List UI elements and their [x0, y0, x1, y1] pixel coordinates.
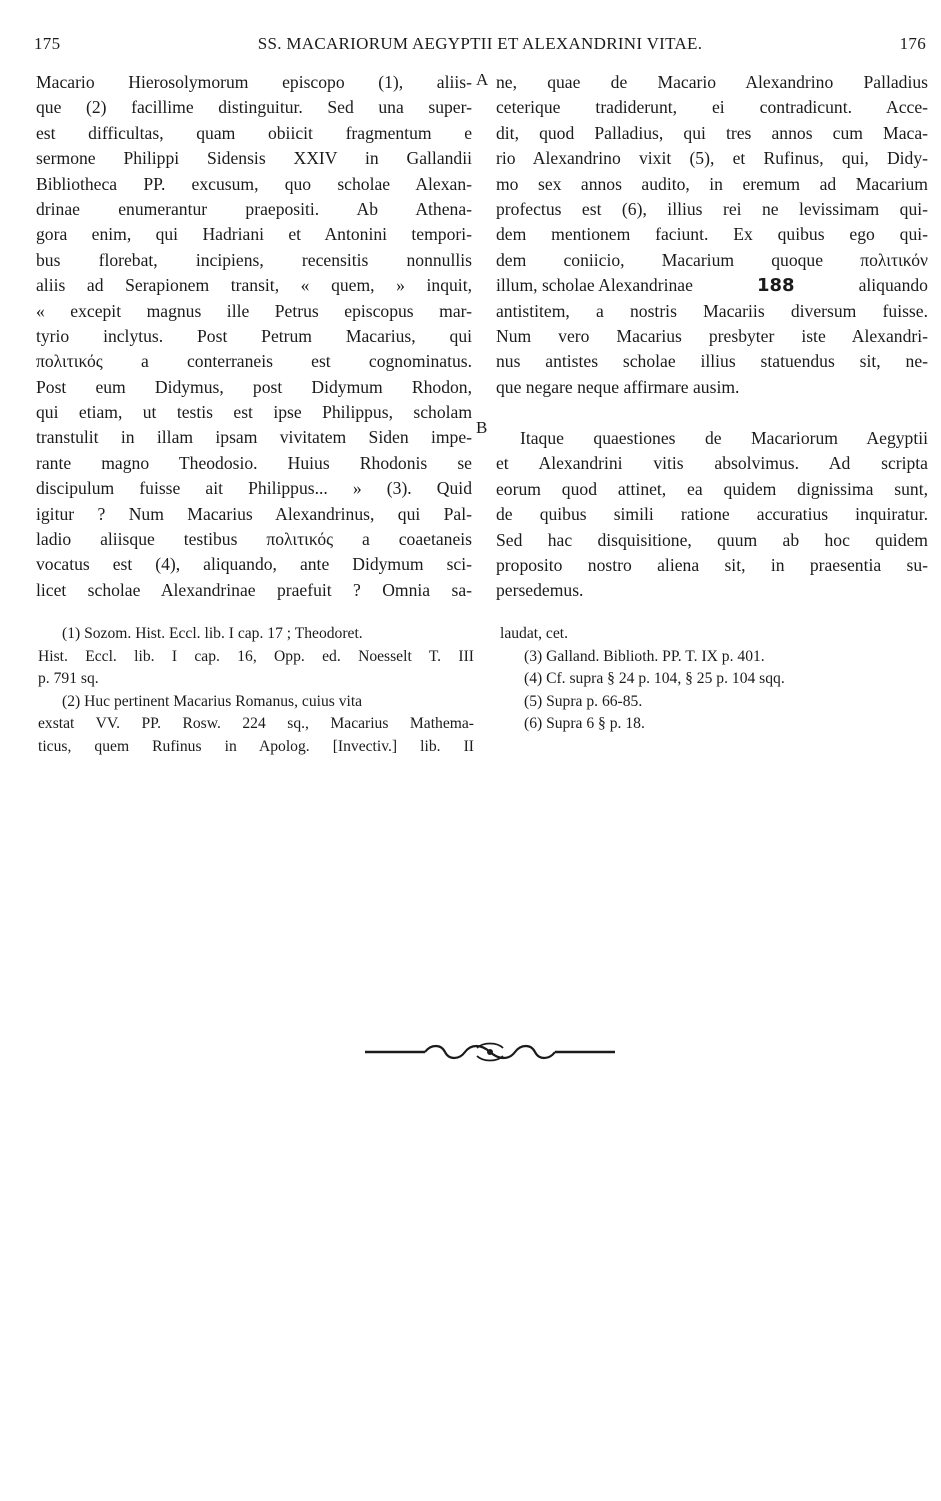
footnote-line: ticus, quem Rufinus in Apolog. [Invectiv.] lib. II: [38, 737, 474, 755]
text-line: igitur ? Num Macarius Alexandrinus, qui Pal-: [36, 503, 472, 524]
footnote-line: (2) Huc pertinent Macarius Romanus, cuius vita: [62, 692, 363, 710]
text-line: rio Alexandrino vixit (5), et Rufinus, qui, Didy-: [496, 148, 928, 169]
text-line: aliis ad Serapionem transit, « quem, » inquit,: [36, 275, 472, 296]
page-header: [34, 34, 926, 58]
text-line-with-column-number: [496, 273, 928, 298]
text-line: transtulit in illam ipsam vivitatem Siden impe-: [36, 427, 472, 448]
text-line: ne, quae de Macario Alexandrino Palladius: [496, 72, 928, 92]
text-line: πολιτικός a conterraneis est cognominatus.: [36, 351, 472, 372]
footnote-line: p. 791 sq.: [38, 670, 99, 687]
page-number-left: 175: [34, 34, 61, 53]
text-line: Macario Hierosolymorum episcopo (1), aliis-: [36, 72, 472, 92]
text-line: dit, quod Palladius, qui tres annos cum Maca-: [496, 122, 928, 143]
text-fragment: aliquando: [858, 275, 928, 296]
text-line: licet scholae Alexandrinae praefuit ? Omnia sa-: [36, 579, 472, 600]
text-line: Itaque quaestiones de Macariorum Aegyptii: [520, 428, 928, 449]
text-line: ladio aliisque testibus πολιτικός a coaetaneis: [36, 529, 472, 550]
footnotes-right: [500, 623, 920, 736]
text-line: persedemus.: [496, 580, 584, 601]
margin-letter-b: B: [476, 418, 488, 437]
text-line: Sed hac disquisitione, quum ab hoc quidem: [496, 529, 928, 550]
text-line: que negare neque affirmare ausim.: [496, 376, 740, 397]
text-line: Post eum Didymus, post Didymum Rhodon,: [36, 376, 472, 397]
footnote-line: (5) Supra p. 66-85.: [524, 692, 643, 710]
text-fragment: illum, scholae Alexandrinae: [496, 275, 693, 296]
footnote-line: (6) Supra 6 § p. 18.: [524, 715, 645, 732]
text-line: profectus est (6), illius rei ne levissimam qui-: [496, 198, 928, 219]
text-line: nus antistes scholae illius statuendus sit, ne-: [496, 351, 928, 372]
text-line: tyrio inclytus. Post Petrum Macarius, qui: [36, 325, 472, 346]
text-line: eorum quod attinet, ea quidem dignissima sunt,: [496, 478, 928, 499]
text-line: vocatus est (4), aliquando, ante Didymum sci-: [36, 554, 472, 575]
footnote-line: laudat, cet.: [500, 625, 568, 642]
footnote-line: (1) Sozom. Hist. Eccl. lib. I cap. 17 ; Theodoret.: [62, 625, 363, 642]
text-line: sermone Philippi Sidensis XXIV in Gallandii: [36, 148, 472, 169]
right-column-text: [496, 70, 928, 604]
text-line: que (2) facillime distinguitur. Sed una super-: [36, 97, 472, 118]
left-column-text: [36, 70, 472, 603]
text-line: qui etiam, ut testis est ipse Philippus, scholam: [36, 402, 472, 423]
text-line: antistitem, a nostris Macariis diversum fuisse.: [496, 300, 928, 321]
footnote-line: (4) Cf. supra § 24 p. 104, § 25 p. 104 sqq.: [524, 670, 785, 687]
text-line: proposito nostro aliena sit, in praesentia su-: [496, 555, 928, 576]
paragraph-gap: [496, 400, 928, 426]
text-line: dem coniicio, Macarium quoque πολιτικόν: [496, 249, 928, 270]
text-line: ceterique tradiderunt, ei contradicunt. Acce-: [496, 97, 928, 118]
footnote-line: exstat VV. PP. Rosw. 224 sq., Macarius Mathema-: [38, 715, 474, 732]
text-line: est difficultas, quam obiicit fragmentum e: [36, 122, 472, 143]
end-ornament: [365, 1040, 615, 1064]
text-line: mo sex annos audito, in eremum ad Macarium: [496, 173, 928, 194]
text-line: Num vero Macarius presbyter iste Alexandri-: [496, 325, 928, 346]
footnote-line: Hist. Eccl. lib. I cap. 16, Opp. ed. Noesselt T. III: [38, 647, 474, 665]
text-line: gora enim, qui Hadriani et Antonini tempori-: [36, 224, 472, 245]
column-number: 188: [756, 275, 795, 297]
text-line: rante magno Theodosio. Huius Rhodonis se: [36, 452, 472, 473]
text-line: Bibliotheca PP. excusum, quo scholae Alexan-: [36, 173, 472, 194]
running-title: SS. MACARIORUM AEGYPTII ET ALEXANDRINI VITAE.: [257, 34, 703, 53]
text-line: « excepit magnus ille Petrus episcopus mar-: [36, 300, 472, 321]
text-line: discipulum fuisse ait Philippus... » (3). Quid: [36, 478, 472, 499]
page-number-right: 176: [899, 34, 926, 53]
footnotes-left: [38, 623, 474, 758]
footnote-line: (3) Galland. Biblioth. PP. T. IX p. 401.: [524, 647, 765, 665]
text-line: de quibus simili ratione accuratius inquiratur.: [496, 504, 928, 525]
text-line: et Alexandrini vitis absolvimus. Ad scripta: [496, 453, 928, 474]
margin-letter-a: A: [476, 70, 489, 89]
text-line: drinae enumerantur praepositi. Ab Athena-: [36, 198, 472, 219]
text-line: dem mentionem faciunt. Ex quibus ego qui-: [496, 224, 928, 245]
text-line: bus florebat, incipiens, recensitis nonnullis: [36, 249, 472, 270]
